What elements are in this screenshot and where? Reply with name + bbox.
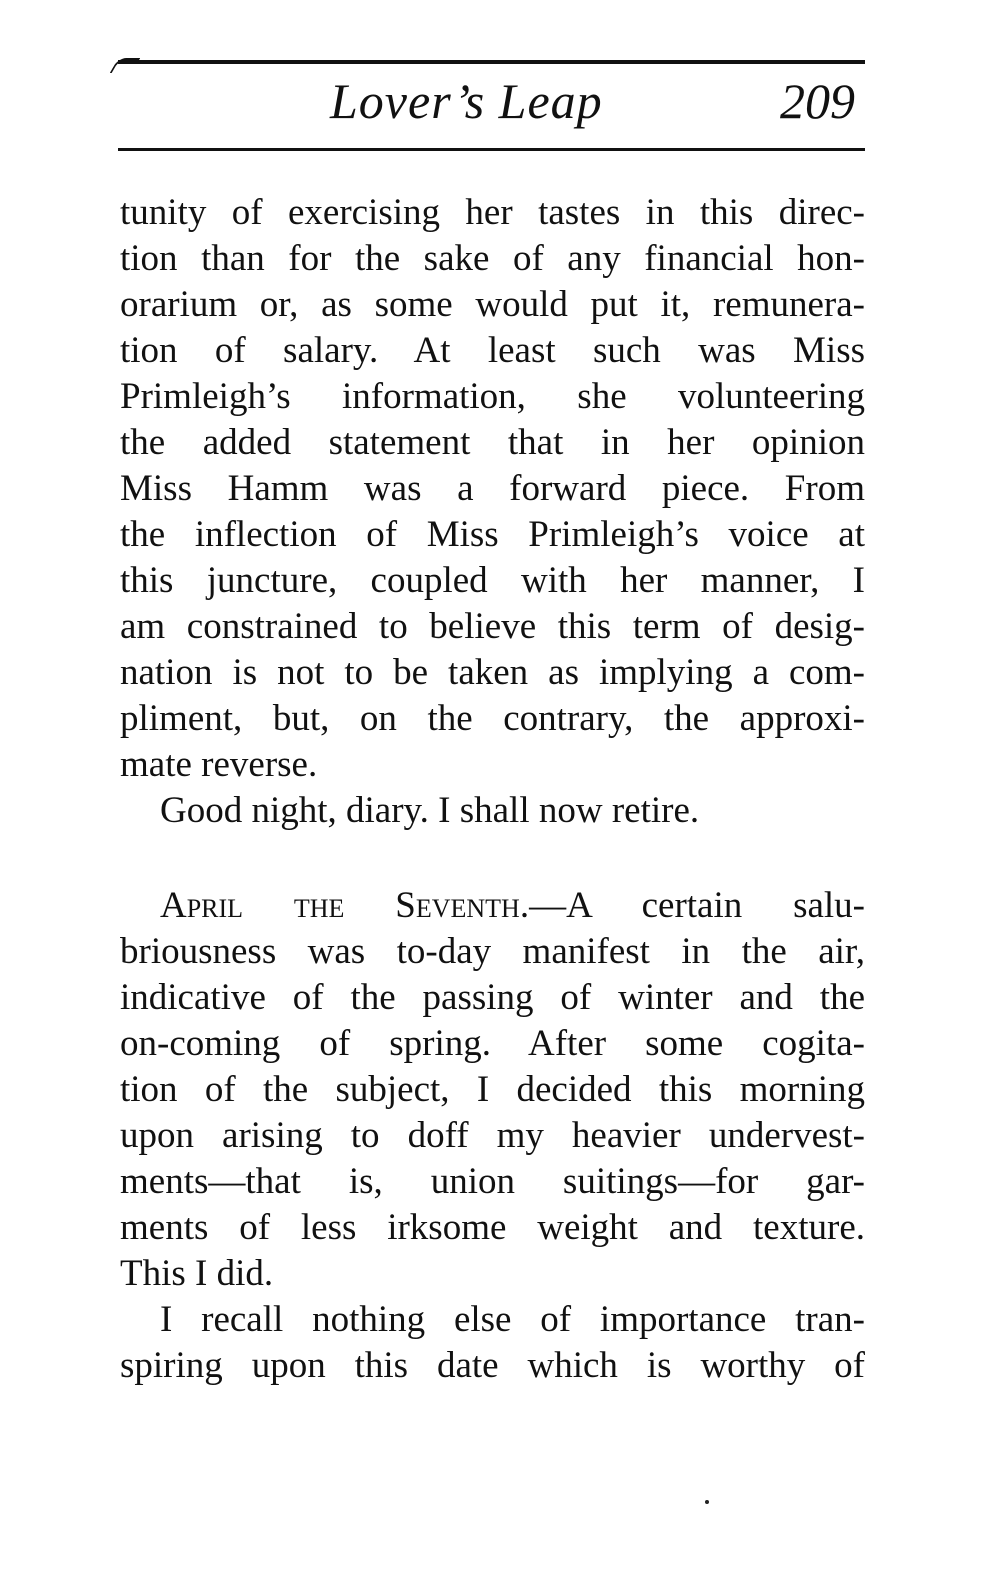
print-speck [705, 1500, 709, 1504]
text-line: pliment, but, on the contrary, the approxi- [120, 698, 865, 739]
page-number: 209 [780, 73, 855, 129]
text-line: ments of less irksome weight and texture. [120, 1207, 865, 1248]
text-line: Primleigh’s information, she volunteering [120, 376, 865, 417]
text-line: indicative of the passing of winter and the [120, 977, 865, 1018]
text-line: ments—that is, union suitings—for gar- [120, 1161, 865, 1202]
text-line: I recall nothing else of importance tran- [160, 1299, 865, 1340]
text-fragment: —A certain salu- [529, 885, 865, 926]
text-line: tunity of exercising her tastes in this direc- [120, 192, 865, 233]
header-bottom-rule [118, 148, 865, 151]
text-line-first [160, 883, 865, 929]
text-line: the added statement that in her opinion [120, 422, 865, 463]
paragraph-2: Good night, diary. I shall now retire. [160, 790, 700, 831]
text-line: on-coming of spring. After some cogita- [120, 1023, 865, 1064]
running-title: Lover’s Leap [330, 73, 603, 129]
text-line: upon arising to doff my heavier undervest- [120, 1115, 865, 1156]
text-line: this juncture, coupled with her manner, I [120, 560, 865, 601]
text-line: am constrained to believe this term of desig- [120, 606, 865, 647]
text-line: the inflection of Miss Primleigh’s voice at [120, 514, 865, 555]
header-top-rule [118, 60, 865, 64]
text-line: nation is not to be taken as implying a com- [120, 652, 865, 693]
text-line: mate reverse. [120, 744, 318, 785]
text-line: Miss Hamm was a forward piece. From [120, 468, 865, 509]
text-line: This I did. [120, 1253, 274, 1294]
text-line: tion of the subject, I decided this morning [120, 1069, 865, 1110]
text-line: tion of salary. At least such was Miss [120, 330, 865, 371]
text-line: orarium or, as some would put it, remunera- [120, 284, 865, 325]
entry-date-heading: April the Seventh. [160, 885, 530, 926]
text-line: tion than for the sake of any financial hon- [120, 238, 865, 279]
text-line: briousness was to-day manifest in the air, [120, 931, 865, 972]
text-line: spiring upon this date which is worthy of [120, 1345, 865, 1386]
